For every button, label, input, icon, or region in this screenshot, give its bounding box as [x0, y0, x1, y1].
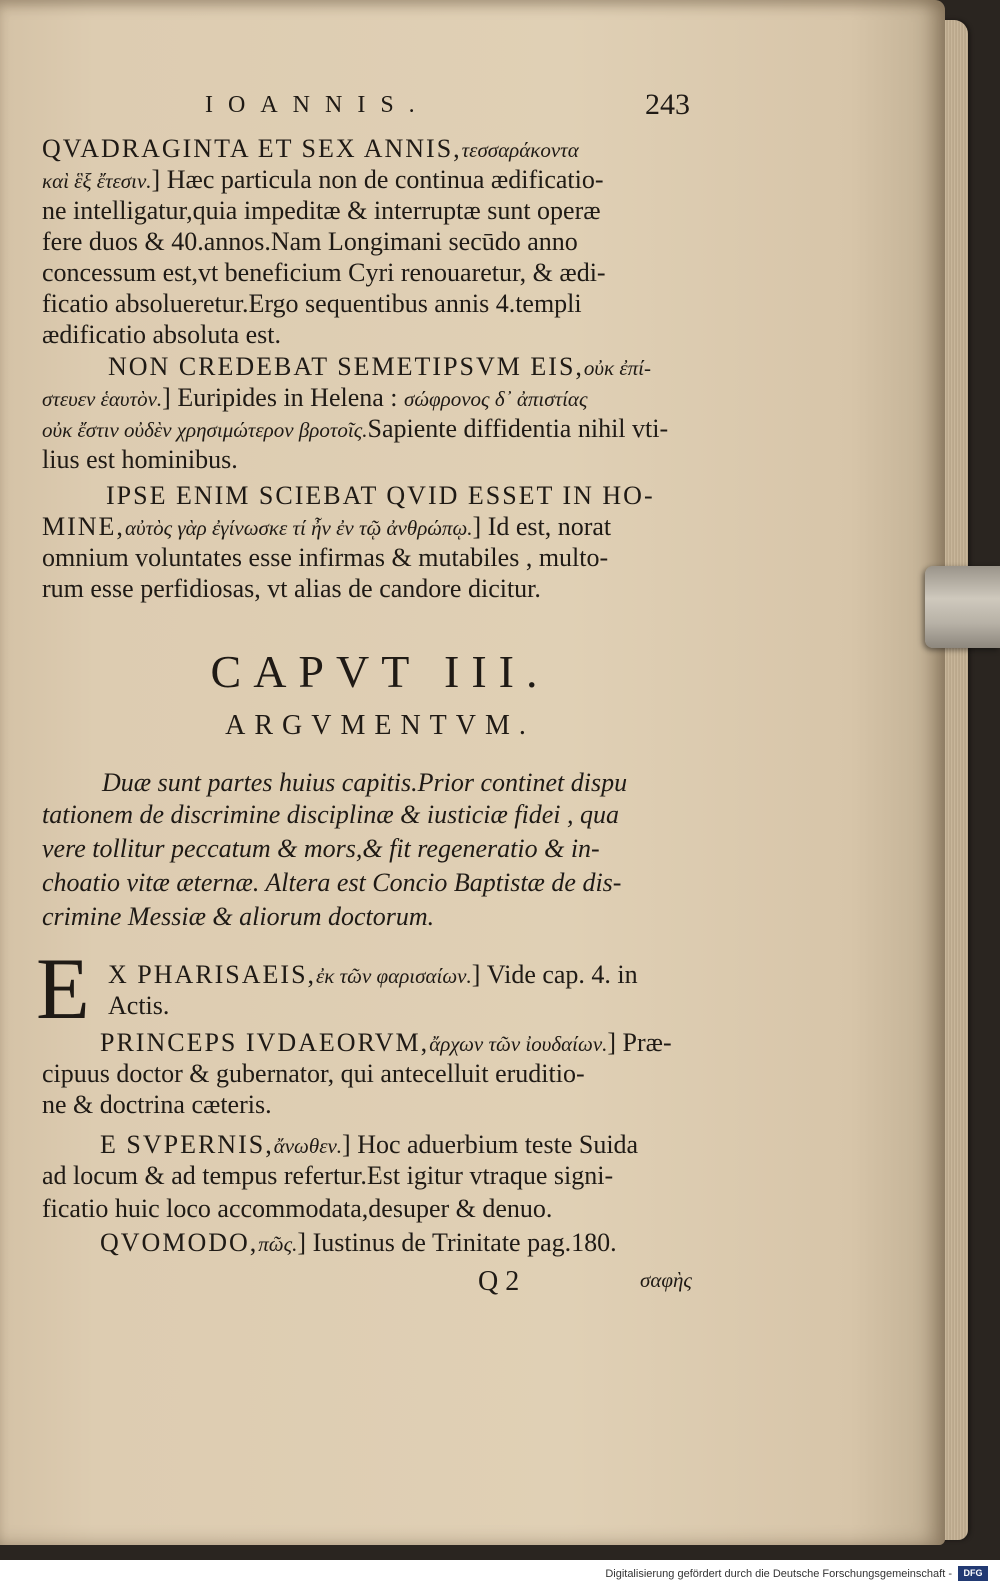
text-line: PRINCEPS IVDAEORVM,ἄρχων τῶν ἰουδαίων.] Præ- — [100, 1028, 672, 1057]
text-line: omnium voluntates esse infirmas & mutabiles , multo- — [42, 543, 609, 572]
text-line: concessum est,vt beneficium Cyri renouaretur, & ædi- — [42, 258, 606, 287]
text-line: E SVPERNIS,ἄνωθεν.] Hoc aduerbium teste Suida — [100, 1130, 639, 1159]
argument-line: vere tollitur peccatum & mors,& fit regeneratio & in- — [42, 834, 600, 863]
text-line: ædificatio absoluta est. — [42, 320, 282, 349]
text-line: fere duos & 40.annos.Nam Longimani secūdo anno — [42, 227, 578, 256]
text-line: ficatio huic loco accommodata,desuper & denuo. — [42, 1194, 553, 1223]
text-line: ne & doctrina cæteris. — [42, 1090, 272, 1119]
text-line: lius est hominibus. — [42, 445, 238, 474]
text-line: cipuus doctor & gubernator, qui antecelluit eruditio- — [42, 1059, 585, 1088]
page-number: 243 — [645, 88, 690, 121]
text-line: QVOMODO,πῶς.] Iustinus de Trinitate pag.180. — [100, 1228, 617, 1257]
text-line: καὶ ἓξ ἔτεσιν.] Hæc particula non de continua ædificatio- — [42, 165, 604, 194]
argument-line: crimine Messiæ & aliorum doctorum. — [42, 902, 435, 931]
argument-line: tationem de discrimine disciplinæ & iusticiæ fidei , qua — [42, 800, 620, 829]
text-line: στευεν ἑαυτὸν.] Euripides in Helena : σώφρονος δ᾽ ἀπιστίας — [42, 383, 588, 412]
dfg-logo-icon: DFG — [958, 1566, 988, 1581]
footer-credit: Digitalisierung gefördert durch die Deutsche Forschungsgemeinschaft - — [605, 1568, 952, 1580]
text-line: Actis. — [108, 991, 170, 1020]
text-line: rum esse perfidiosas, vt alias de candore dicitur. — [42, 574, 541, 603]
text-line: ad locum & ad tempus refertur.Est igitur vtraque signi- — [42, 1161, 614, 1190]
text-line: ne intelligatur,quia impeditæ & interruptæ sunt operæ — [42, 196, 601, 225]
footer-bar — [0, 1560, 1000, 1588]
signature-mark: Q 2 — [478, 1266, 520, 1297]
text-line: NON CREDEBAT SEMETIPSVM EIS,οὐκ ἐπί- — [108, 352, 651, 381]
text-line: X PHARISAEIS,ἐκ τῶν φαρισαίων.] Vide cap. 4. in — [108, 960, 638, 989]
text-line: οὐκ ἔστιν οὐδὲν χρησιμώτερον βροτοῖς.Sapiente diffidentia nihil vti- — [42, 414, 669, 443]
text-line: MINE,αὐτὸς γὰρ ἐγίνωσκε τί ἦν ἐν τῷ ἀνθρώπῳ.] Id est, norat — [42, 512, 612, 541]
argument-heading: ARGVMENTVM. — [225, 710, 535, 741]
running-head: IOANNIS. — [205, 92, 430, 118]
catchword: σαφὴς — [640, 1268, 692, 1292]
text-line: IPSE ENIM SCIEBAT QVID ESSET IN HO- — [106, 481, 655, 510]
drop-cap: E — [36, 941, 90, 1038]
text-line: ficatio absolueretur.Ergo sequentibus annis 4.templi — [42, 289, 582, 318]
argument-line: Duæ sunt partes huius capitis.Prior continet dispu — [102, 768, 628, 797]
chapter-heading: CAPVT III. — [210, 646, 550, 697]
argument-line: choatio vitæ æternæ. Altera est Concio Baptistæ de dis- — [42, 868, 622, 897]
text-line: QVADRAGINTA ET SEX ANNIS,τεσσαράκοντα — [42, 134, 579, 163]
